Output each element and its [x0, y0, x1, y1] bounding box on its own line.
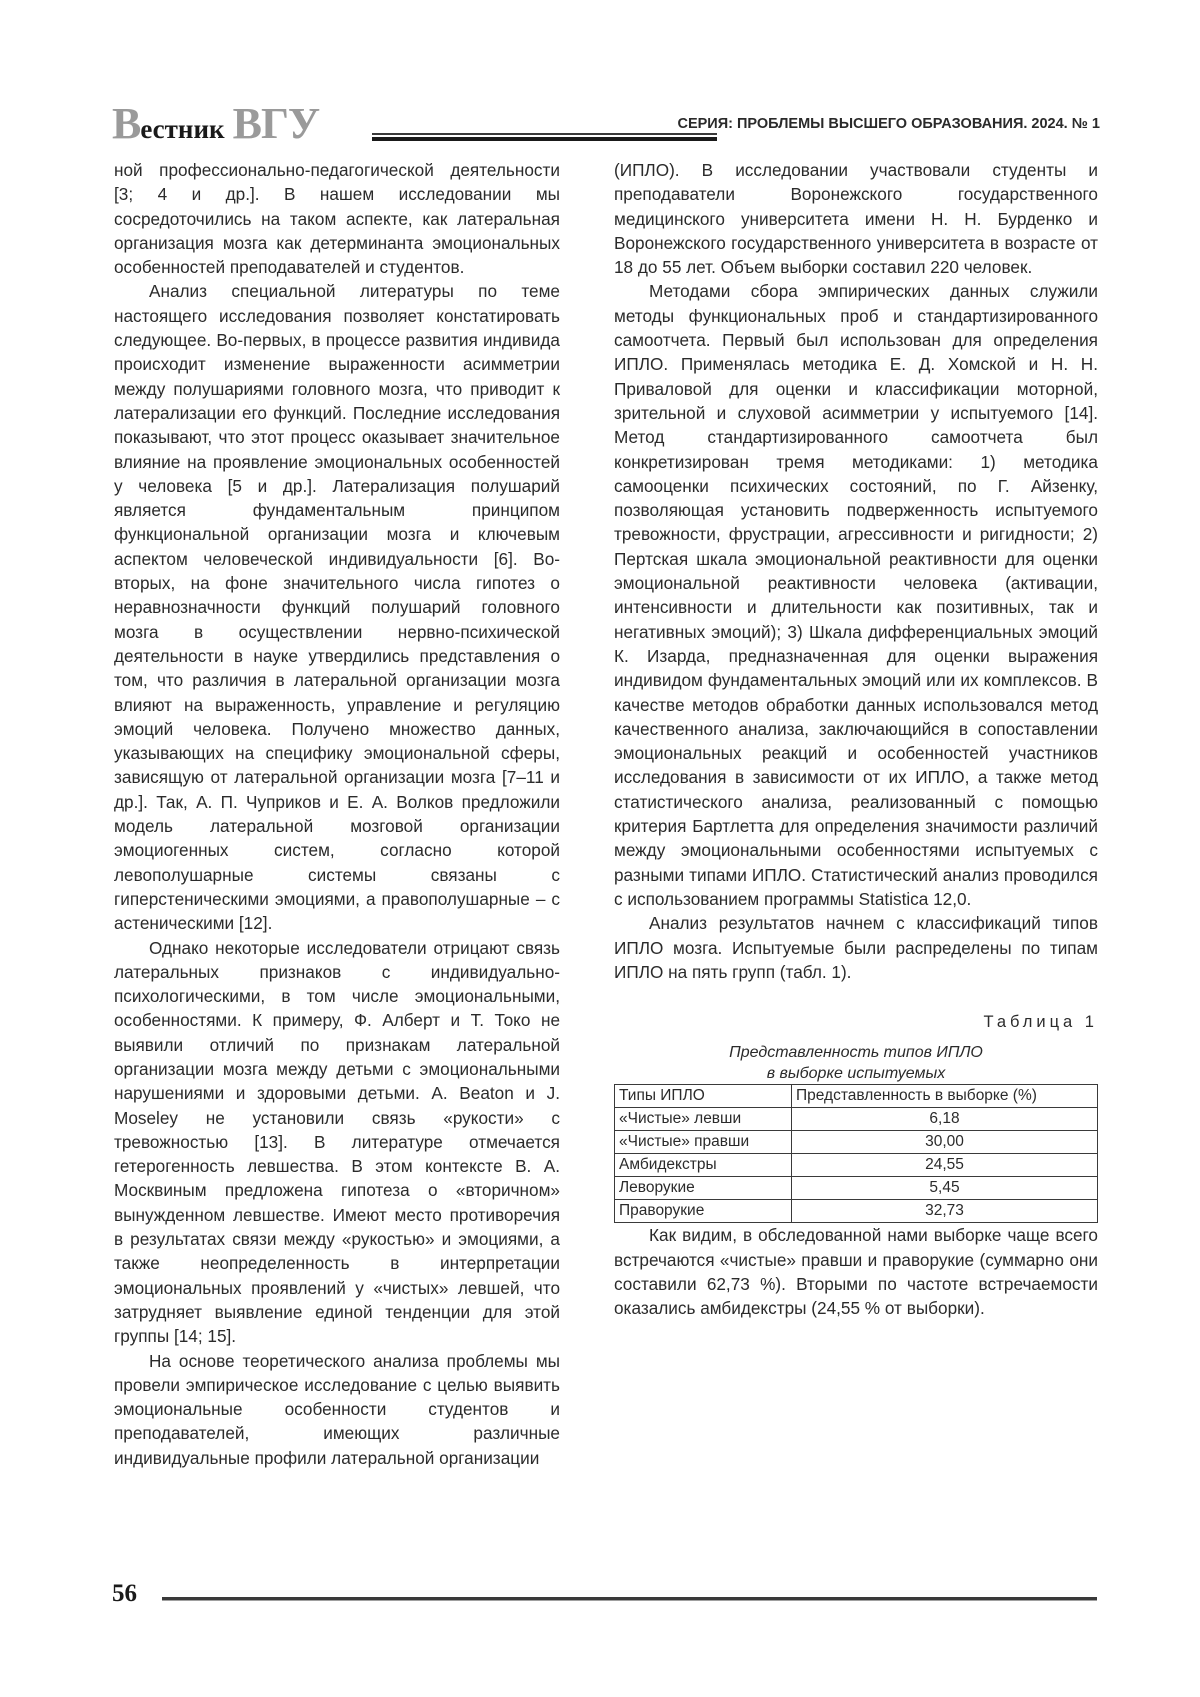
header-double-rule [372, 133, 717, 142]
paragraph: Методами сбора эмпирических данных служили методы функциональных проб и стандартизированного самоотчета. Первый был использован для определения ИПЛО. Применялась методика Е. Д. Хомской и Н. Н. Приваловой для оценки и классификации моторной, зрительной и слуховой асимметрии у испытуемого [14]. Метод стандартизированного самоотчета был конкретизирован тремя методиками: 1) методика самооценки психических состояний, по Г. Айзенку, позволяющая установить подверженность испытуемого тревожности, фрустрации, агрессивности и ригидности; 2) Пертская шкала эмоциональной реактивности для оценки эмоциональной реактивности человека (активации, интенсивности и длительности как позитивных, так и негативных эмоций); 3) Шкала дифференциальных эмоций К. Изарда, предназначенная для оценки выражения индивидом фундаментальных эмоций или их комплексов. В качестве методов обработки данных использовался метод качественного анализа, заключающийся в сопоставлении эмоциональных реакций и особенностей участников исследования в зависимости от их ИПЛО, а также метод статистического анализа, реализованный с помощью критерия Бартлетта для определения значимости различий между эмоциональными особенностями испытуемых с разными типами ИПЛО. Статистический анализ проводился с использованием программы Statistica 12,0. [614, 281, 1098, 909]
paragraph: ной профессионально-педагогической деятельности [3; 4 и др.]. В нашем исследовании мы сосредоточились на таком аспекте, как латеральная организация мозга как детерминанта эмоциональных особенностей преподавателей и студентов. [114, 160, 560, 278]
table-title-line: Представленность типов ИПЛО [729, 1044, 983, 1062]
table-title-line: в выборке испытуемых [766, 1065, 946, 1083]
table-cell-type: «Чистые» правши [615, 1131, 792, 1154]
journal-logo [112, 99, 320, 148]
table-cell-type: Амбидекстры [615, 1154, 792, 1177]
table-header-cell: Типы ИПЛО [615, 1085, 792, 1108]
table-cell-type: Леворукие [615, 1177, 792, 1200]
paragraph: Анализ результатов начнем с классификаций типов ИПЛО мозга. Испытуемые были распределены по типам ИПЛО на пять групп (табл. 1). [614, 913, 1098, 982]
iplo-table [614, 1084, 1098, 1223]
table-cell-value: 24,55 [792, 1154, 1098, 1177]
table-row [615, 1200, 1098, 1223]
table-row [615, 1154, 1098, 1177]
table-title [614, 1042, 1098, 1084]
series-title: СЕРИЯ: ПРОБЛЕМЫ ВЫСШЕГО ОБРАЗОВАНИЯ. 2024. № 1 [677, 116, 1100, 132]
table-cell-value: 6,18 [792, 1108, 1098, 1131]
paragraph: Однако некоторые исследователи отрицают связь латеральных признаков с индивидуально-психологическими, в том числе эмоциональными, особенностями. К примеру, Ф. Алберт и Т. Токо не выявили отличий по признакам латеральной организации мозга между детьми с эмоциональными нарушениями и здоровыми детьми. A. Beaton и J. Moseley не установили связь «рукости» с тревожностью [13]. В литературе отмечается гетерогенность левшества. В этом контексте В. А. Москвиным предложена гипотеза о «вторичном» вынужденном левшестве. Имеют место противоречия в результатах связи между «рукостью» и эмоциями, а также неопределенность в интерпретации эмоциональных проявлений у «чистых» левшей, что затрудняет выявление единой тенденции для этой группы [14; 15]. [114, 937, 560, 1347]
logo-initial: В [112, 99, 141, 148]
page-header [112, 99, 1100, 148]
paragraph: Как видим, в обследованной нами выборке чаще всего встречаются «чистые» правши и праворукие (суммарно они составили 62,73 %). Вторыми по частоте встречаемости оказались амбидекстры (24,55 % от выборки). [614, 1225, 1098, 1319]
table-label: Таблица 1 [983, 1013, 1098, 1032]
table-cell-type: Праворукие [615, 1200, 792, 1223]
table-header-cell: Представленность в выборке (%) [792, 1085, 1098, 1108]
table-cell-value: 30,00 [792, 1131, 1098, 1154]
table-cell-type: «Чистые» левши [615, 1108, 792, 1131]
right-column [614, 158, 1098, 1321]
table-header-row [615, 1085, 1098, 1108]
paragraph: Анализ специальной литературы по теме настоящего исследования позволяет констатировать следующее. Во-первых, в процессе развития индивида происходит изменение выраженности асимметрии между полушариями головного мозга, что приводит к латерализации его функций. Последние исследования показывают, что этот процесс оказывает значительное влияние на проявление эмоциональных особенностей у человека [5 и др.]. Латерализация полушарий является фундаментальным принципом функциональной организации мозга и ключевым аспектом человеческой индивидуальности [6]. Во-вторых, на фоне значительного числа гипотез о неравнозначности функций полушарий головного мозга в осуществлении нервно-психической деятельности в науке утвердились представления о том, что различия в латеральной организации мозга влияют на выраженность, управление и регуляцию эмоций человека. Получено множество данных, указывающих на специфику эмоциональной сферы, зависящую от латеральной организации мозга [7–11 и др.]. Так, А. П. Чуприков и Е. А. Волков предложили модель латеральной мозговой организации эмоциогенных систем, согласно которой левополушарные системы связаны с гиперстеническими эмоциями, а правополушарные – с астеническими [12]. [114, 281, 560, 934]
left-column [114, 158, 560, 1470]
paragraph: (ИПЛО). В исследовании участвовали студенты и преподаватели Воронежского государственного медицинского университета имени Н. Н. Бурденко и Воронежского государственного университета в возрасте от 18 до 55 лет. Объем выборки составил 220 человек. [614, 160, 1098, 278]
table-row [615, 1131, 1098, 1154]
table-cell-value: 32,73 [792, 1200, 1098, 1223]
paragraph: На основе теоретического анализа проблемы мы провели эмпирическое исследование с целью выявить эмоциональные особенности студентов и преподавателей, имеющих различные индивидуальные профили латеральной организации [114, 1350, 560, 1468]
table-row [615, 1177, 1098, 1200]
logo-word: естник [140, 114, 225, 144]
page-number: 56 [112, 1580, 137, 1607]
table-row [615, 1108, 1098, 1131]
table-cell-value: 5,45 [792, 1177, 1098, 1200]
footer-rule [162, 1597, 1097, 1600]
logo-abbr: ВГУ [232, 99, 320, 148]
